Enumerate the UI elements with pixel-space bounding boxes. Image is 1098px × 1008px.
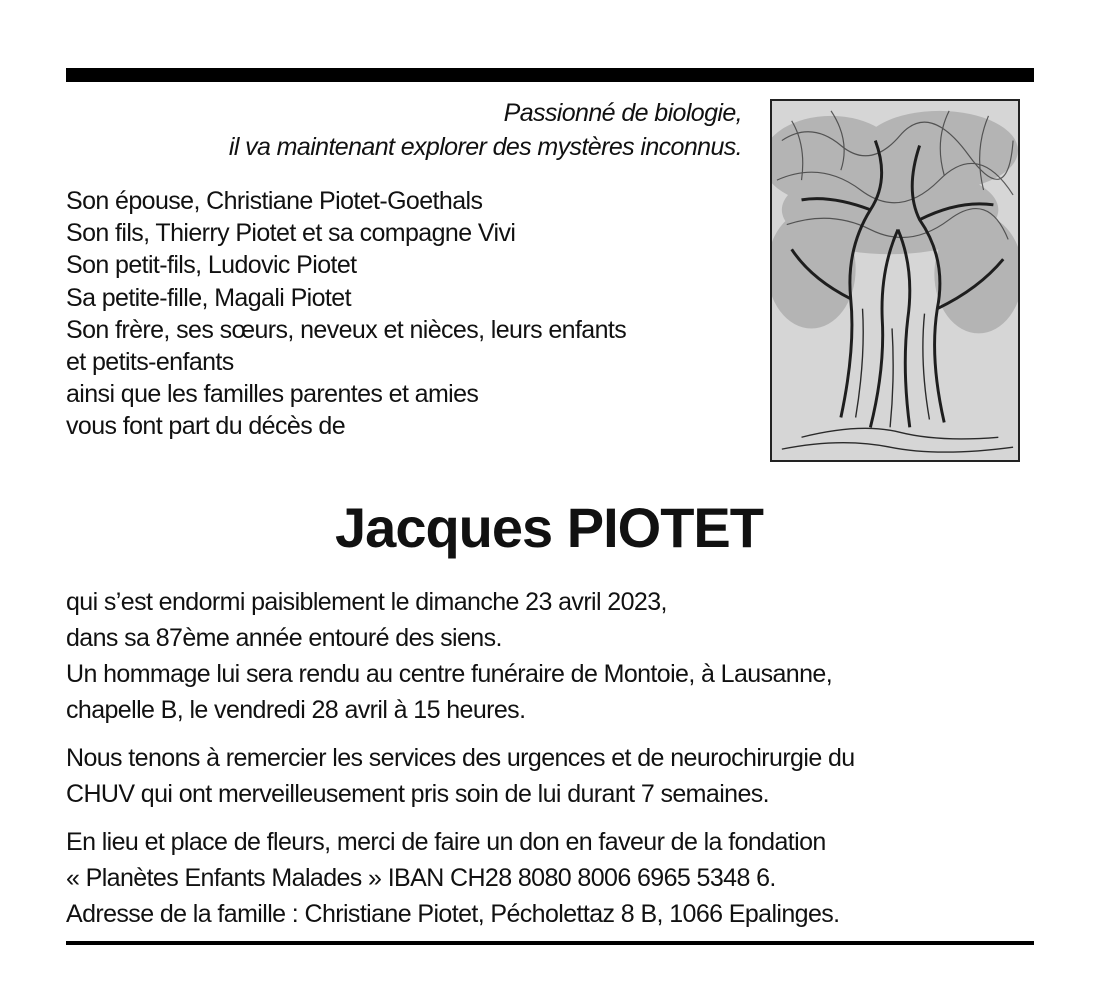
details-line: CHUV qui ont merveilleusement pris soin de lui durant 7 semaines.: [66, 780, 770, 808]
family-line: Son petit-fils, Ludovic Piotet: [66, 251, 357, 280]
family-line: Son frère, ses sœurs, neveux et nièces, leurs enfants: [66, 315, 627, 344]
details-line: Nous tenons à remercier les services des urgences et de neurochirurgie du: [66, 744, 855, 772]
family-line: Sa petite-fille, Magali Piotet: [66, 283, 351, 312]
details-line: « Planètes Enfants Malades » IBAN CH28 8080 8006 6965 5348 6.: [66, 864, 776, 892]
family-announcement: [66, 185, 756, 443]
details-line: qui s’est endormi paisiblement le dimanche 23 avril 2023,: [66, 588, 667, 616]
details-line: En lieu et place de fleurs, merci de faire un don en faveur de la fondation: [66, 828, 826, 856]
details-line: chapelle B, le vendredi 28 avril à 15 heures.: [66, 696, 526, 724]
top-divider: [66, 68, 1034, 82]
deceased-name: Jacques PIOTET: [335, 496, 763, 559]
family-line: Son fils, Thierry Piotet et sa compagne Vivi: [66, 219, 516, 248]
obituary-details: [66, 572, 1046, 944]
tree-sketch-illustration: [772, 101, 1018, 460]
family-line: Son épouse, Christiane Piotet-Goethals: [66, 187, 483, 215]
bottom-divider: [66, 941, 1034, 945]
details-line: Un hommage lui sera rendu au centre funéraire de Montoie, à Lausanne,: [66, 660, 833, 688]
epigraph-line: il va maintenant explorer des mystères inconnus.: [228, 133, 742, 161]
family-line: et petits-enfants: [66, 348, 234, 377]
details-line: Adresse de la famille : Christiane Piotet, Pécholettaz 8 B, 1066 Epalinges.: [66, 900, 840, 928]
epigraph-line: Passionné de biologie,: [503, 99, 742, 127]
family-line: ainsi que les familles parentes et amies: [66, 380, 479, 409]
details-line: dans sa 87ème année entouré des siens.: [66, 624, 502, 652]
family-line: vous font part du décès de: [66, 412, 346, 441]
epigraph: [66, 96, 742, 164]
tree-sketch-image: [770, 99, 1020, 462]
